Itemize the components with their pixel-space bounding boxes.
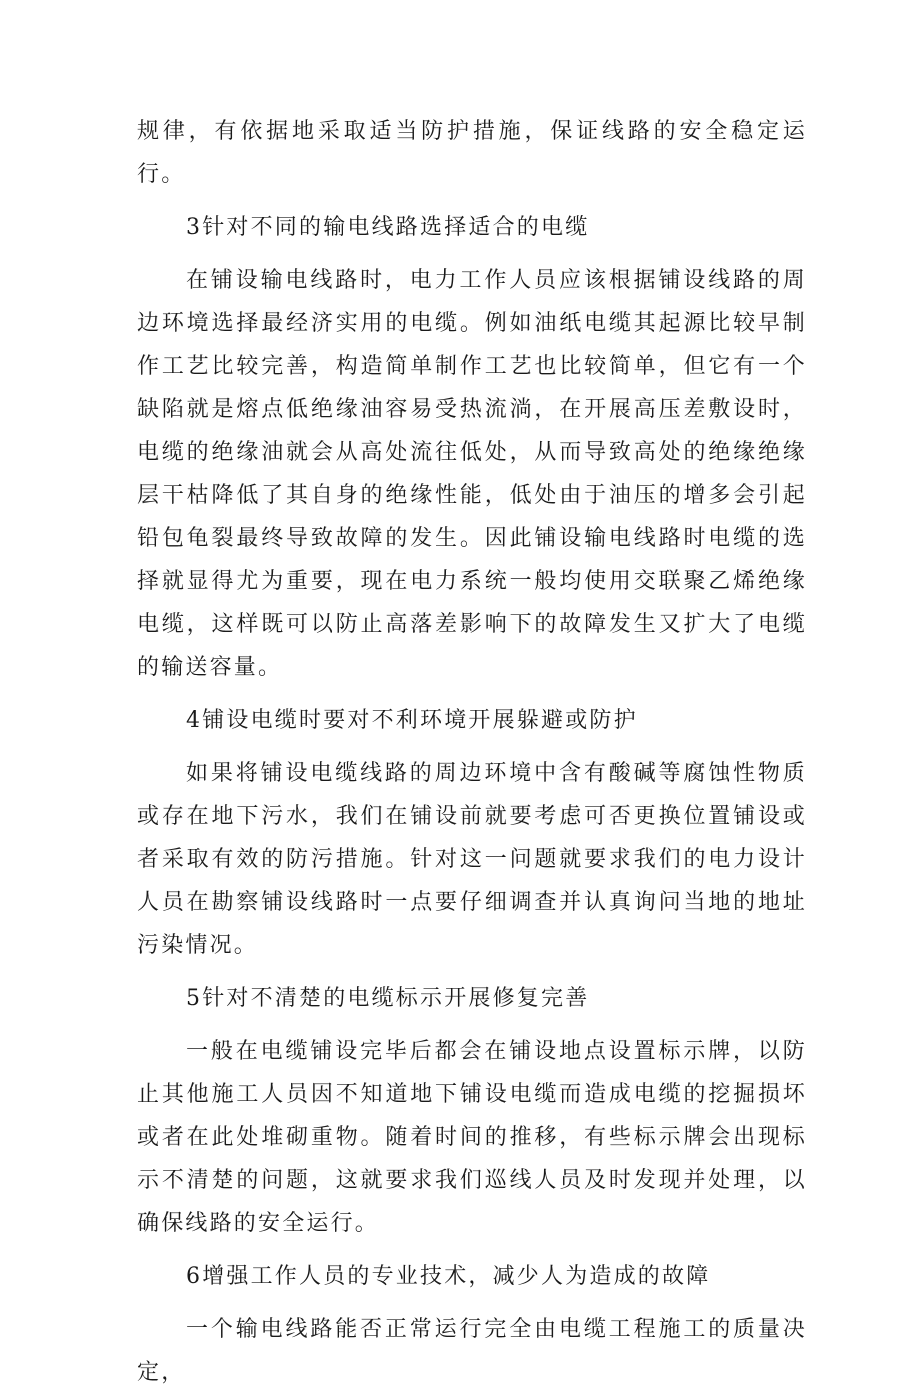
lead-paragraph: 规律，有依据地采取适当防护措施，保证线路的安全稳定运行。 <box>137 119 807 187</box>
section-heading-5: 5针对不清楚的电缆标示开展修复完善 <box>186 986 590 1011</box>
section-heading-4: 4铺设电缆时要对不利环境开展躲避或防护 <box>186 708 638 733</box>
document-body <box>137 110 807 1394</box>
section-paragraph-4: 如果将铺设电缆线路的周边环境中含有酸碱等腐蚀性物质或存在地下污水，我们在铺设前就要考虑可否更换位置铺设或者采取有效的防污措施。针对这一问题就要求我们的电力设计人员在勘察铺设线路时一点要仔细调查并认真询问当地的地址污染情况。 <box>137 761 807 958</box>
section-paragraph-6: 一个输电线路能否正常运行完全由电缆工程施工的质量决定， <box>137 1317 807 1385</box>
section-paragraph-5: 一般在电缆铺设完毕后都会在铺设地点设置标示牌，以防止其他施工人员因不知道地下铺设电缆而造成电缆的挖掘损坏或者在此处堆砌重物。随着时间的推移，有些标示牌会出现标示不清楚的问题，这就要求我们巡线人员及时发现并处理，以确保线路的安全运行。 <box>137 1039 807 1236</box>
section-heading-6: 6增强工作人员的专业技术，减少人为造成的故障 <box>186 1264 711 1289</box>
section-paragraph-3: 在铺设输电线路时，电力工作人员应该根据铺设线路的周边环境选择最经济实用的电缆。例如油纸电缆其起源比较早制作工艺比较完善，构造简单制作工艺也比较简单，但它有一个缺陷就是熔点低绝缘油容易受热流淌，在开展高压差敷设时，电缆的绝缘油就会从高处流往低处，从而导致高处的绝缘绝缘层干枯降低了其自身的绝缘性能，低处由于油压的增多会引起铅包龟裂最终导致故障的发生。因此铺设输电线路时电缆的选择就显得尤为重要，现在电力系统一般均使用交联聚乙烯绝缘电缆，这样既可以防止高落差影响下的故障发生又扩大了电缆的输送容量。 <box>137 268 807 680</box>
section-heading-3: 3针对不同的输电线路选择适合的电缆 <box>186 215 590 240</box>
